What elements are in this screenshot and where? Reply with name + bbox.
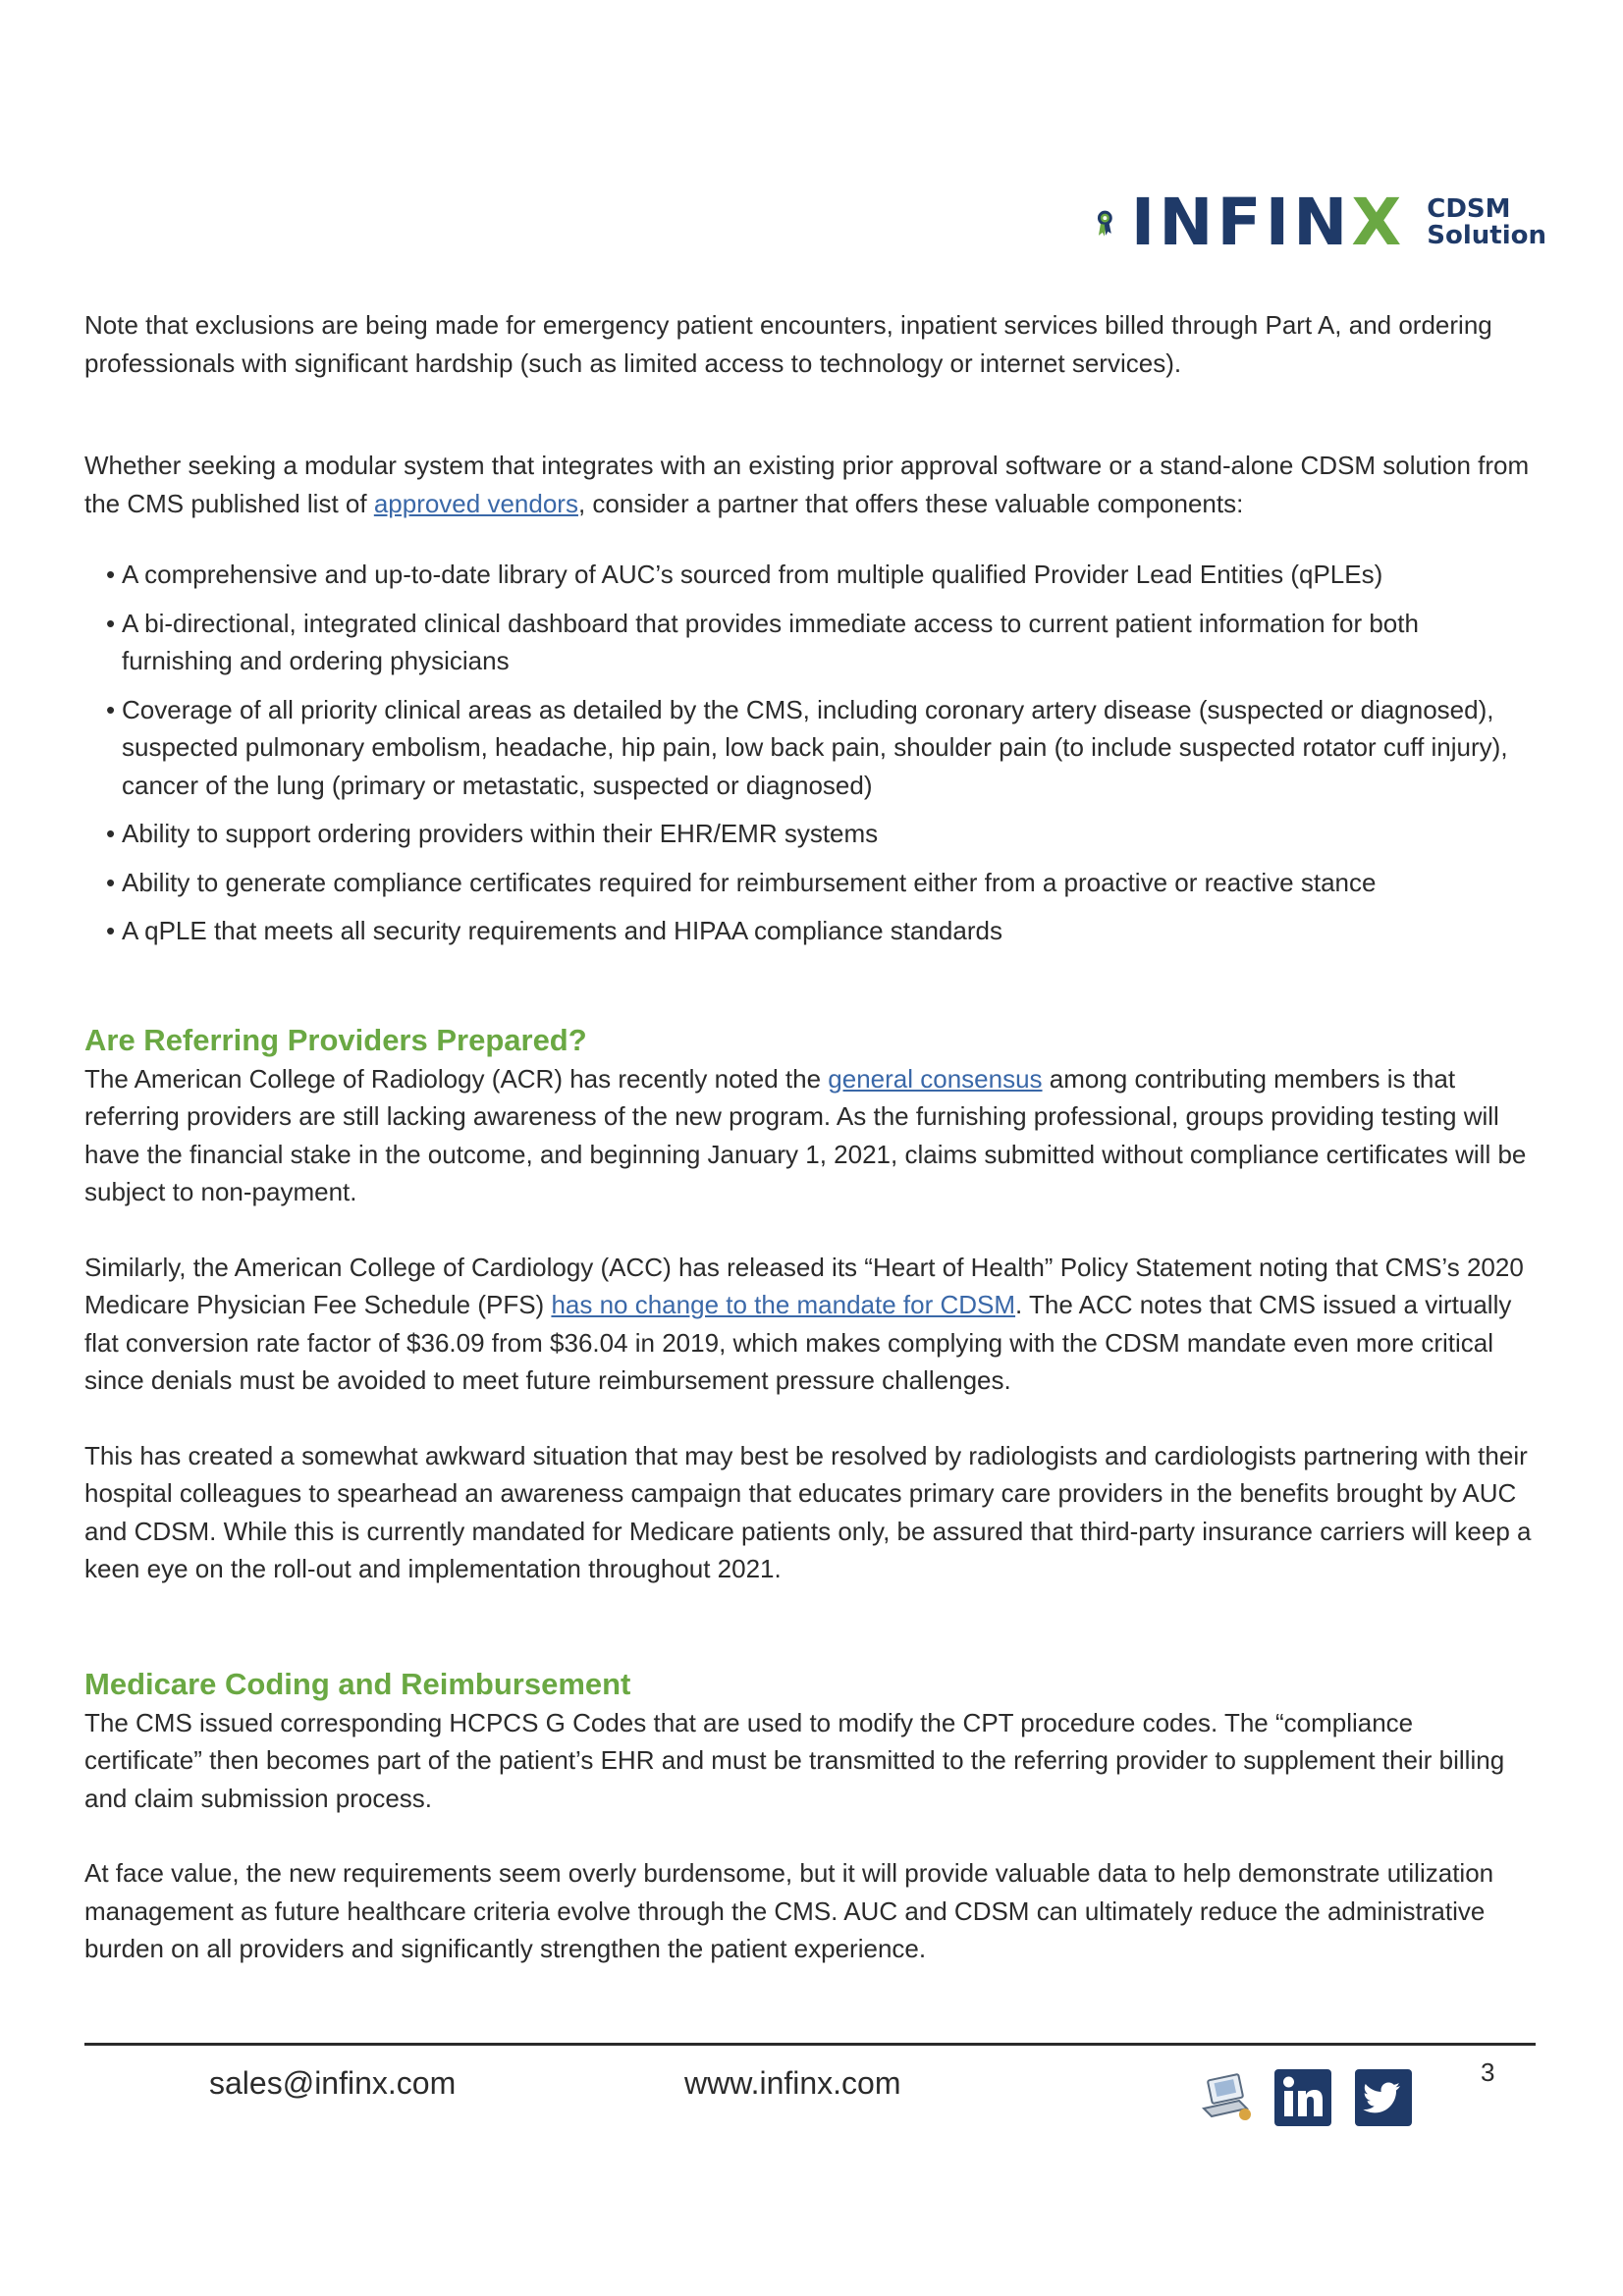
twitter-icon[interactable] [1355,2069,1412,2126]
list-item: • A comprehensive and up-to-date library of AUC’s sourced from multiple qualified Provider Lead Entities (qPLEs) [106,556,1536,594]
section-heading-referring-providers: Are Referring Providers Prepared? [84,1022,587,1057]
section1-paragraph-1: The American College of Radiology (ACR) has recently noted the general consensus among contributing members is that referring providers are still lacking awareness of the new program. As the furnishing professional, groups providing testing will have the financial stake in the outcome, and beginning January 1, 2021, claims submitted without compliance certificates will be subject to non-payment. [84,1063,1527,1206]
list-item: • Ability to generate compliance certificates required for reimbursement either from a proactive or reactive stance [106,864,1536,902]
section1-paragraph-2: Similarly, the American College of Cardiology (ACC) has released its “Heart of Health” Policy Statement noting that CMS’s 2020 Medicare Physician Fee Schedule (PFS) has no change to the mandate for CDSM. The ACC notes that CMS issued a virtually flat conversion rate factor of $36.09 from $36.04 in 2019, which makes complying with the CDSM mandate even more critical since denials must be avoided to meet future reimbursement pressure challenges. [84,1252,1524,1395]
general-consensus-link[interactable]: general consensus [828,1063,1043,1094]
linkedin-icon[interactable] [1274,2069,1331,2126]
logo-subtitle: CDSM Solution [1427,193,1546,250]
approved-vendors-link[interactable]: approved vendors [373,488,578,518]
section-heading-medicare-coding: Medicare Coding and Reimbursement [84,1666,631,1701]
list-item: • Coverage of all priority clinical areas as detailed by the CMS, including coronary artery disease (suspected or diagnosed), suspected pulmonary embolism, headache, hip pain, low back pain, shoulder pain (to include suspected rotator cuff injury), cancer of the lung (primary or metastatic, suspected or diagnosed) [106,691,1536,805]
list-item: • A bi-directional, integrated clinical dashboard that provides immediate access to current patient information for both furnishing and ordering physicians [106,605,1536,680]
page-number: 3 [1481,2057,1495,2087]
logo-wordmark: INFINX [1130,185,1406,260]
award-ribbon-icon [1095,193,1115,252]
list-item: • Ability to support ordering providers within their EHR/EMR systems [106,815,1536,853]
intro-paragraph-2: Whether seeking a modular system that integrates with an existing prior approval software or a stand-alone CDSM solution from the CMS published list of approved vendors, consider a partner that offers these valuable components: [84,451,1530,518]
footer-website[interactable]: www.infinx.com [684,2065,901,2101]
list-item: • A qPLE that meets all security requirements and HIPAA compliance standards [106,912,1536,950]
components-list [106,556,1536,950]
cdsm-mandate-link[interactable]: has no change to the mandate for CDSM [551,1290,1016,1319]
footer-email[interactable]: sales@infinx.com [209,2065,457,2101]
section2-paragraph-1: The CMS issued corresponding HCPCS G Codes that are used to modify the CPT procedure codes. The “compliance certificate” then becomes part of the patient’s EHR and must be transmitted to the referring provider to supplement their billing and claim submission process. [84,1707,1505,1813]
footer-divider [84,2043,1536,2046]
infinx-logo [1095,185,1546,260]
intro-paragraph-1: Note that exclusions are being made for emergency patient encounters, inpatient services billed through Part A, and ordering professionals with significant hardship (such as limited access to technology or internet services). [84,310,1492,378]
section2-paragraph-2: At face value, the new requirements seem overly burdensome, but it will provide valuable data to help demonstrate utilization management as future healthcare criteria evolve through the CMS. AUC and CDSM can ultimately reduce the administrative burden on all providers and significantly strengthen the patient experience. [84,1858,1494,1963]
laptop-icon[interactable] [1196,2069,1255,2124]
document-body [84,306,1536,1968]
section1-paragraph-3: This has created a somewhat awkward situation that may best be resolved by radiologists and cardiologists partnering with their hospital colleagues to spearhead an awareness campaign that educates primary care providers in the benefits brought by AUC and CDSM. While this is currently mandated for Medicare patients only, be assured that third-party insurance carriers will keep a keen eye on the roll-out and implementation throughout 2021. [84,1440,1532,1583]
